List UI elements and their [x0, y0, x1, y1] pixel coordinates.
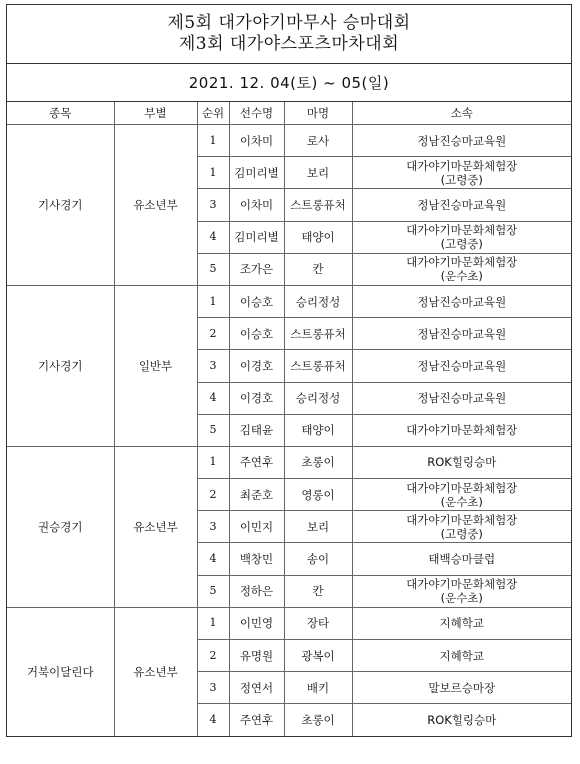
table-row — [7, 285, 571, 317]
rank-cell: 3 — [197, 350, 229, 382]
affiliation-cell — [352, 414, 571, 446]
affiliation-cell — [352, 350, 571, 382]
event-date: 2021. 12. 04(토) ~ 05(일) — [188, 74, 390, 92]
title-line-2: 제3회 대가야스포츠마차대회 — [178, 34, 400, 54]
rank-cell: 3 — [197, 511, 229, 543]
table-row — [7, 607, 571, 639]
rank-cell: 1 — [197, 607, 229, 639]
rider-cell: 김태윤 — [229, 414, 284, 446]
affiliation-name: 정남진승마교육원 — [417, 358, 507, 373]
rider-cell: 김미리별 — [229, 221, 284, 253]
affiliation-sub: (고령중) — [440, 172, 483, 187]
affiliation-cell — [352, 511, 571, 543]
affiliation-name: 정남진승마교육원 — [417, 391, 507, 406]
affiliation-cell — [352, 318, 571, 350]
rider-cell: 조가은 — [229, 253, 284, 285]
horse-cell: 영롱이 — [284, 479, 352, 511]
division-cell: 유소년부 — [114, 125, 197, 286]
table-row — [7, 125, 571, 157]
affiliation-name: 대가야기마문화체험장 — [406, 223, 518, 238]
rank-cell: 2 — [197, 640, 229, 672]
horse-cell: 스트롱퓨처 — [284, 350, 352, 382]
horse-cell: 로사 — [284, 125, 352, 157]
event-cell: 기사경기 — [7, 285, 114, 446]
horse-cell: 칸 — [284, 575, 352, 607]
header-affiliation: 소속 — [352, 102, 571, 125]
rank-cell: 5 — [197, 575, 229, 607]
rank-cell: 2 — [197, 318, 229, 350]
horse-cell: 초롱이 — [284, 704, 352, 736]
horse-cell: 태양이 — [284, 414, 352, 446]
affiliation-cell — [352, 157, 571, 189]
horse-cell: 보리 — [284, 157, 352, 189]
horse-cell: 승리정성 — [284, 382, 352, 414]
event-cell: 권승경기 — [7, 446, 114, 607]
affiliation-name: 지혜학교 — [439, 648, 484, 663]
rank-cell: 1 — [197, 157, 229, 189]
division-cell: 유소년부 — [114, 446, 197, 607]
rider-cell: 이승호 — [229, 318, 284, 350]
horse-cell: 보리 — [284, 511, 352, 543]
rider-cell: 이경호 — [229, 382, 284, 414]
rank-cell: 1 — [197, 285, 229, 317]
affiliation-cell — [352, 189, 571, 221]
rider-cell: 최준호 — [229, 479, 284, 511]
title-block — [7, 5, 571, 64]
rank-cell: 5 — [197, 414, 229, 446]
division-cell: 유소년부 — [114, 607, 197, 736]
header-rider: 선수명 — [229, 102, 284, 125]
table-header-row — [7, 102, 571, 125]
event-cell: 거북이달린다 — [7, 607, 114, 736]
rider-cell: 백창민 — [229, 543, 284, 575]
affiliation-name: 정남진승마교육원 — [417, 133, 507, 148]
affiliation-name: ROK힐링승마 — [427, 713, 497, 728]
horse-cell: 송이 — [284, 543, 352, 575]
affiliation-sub: (고령중) — [440, 526, 483, 541]
header-rank: 순위 — [197, 102, 229, 125]
rank-cell: 4 — [197, 543, 229, 575]
affiliation-cell — [352, 640, 571, 672]
affiliation-cell — [352, 253, 571, 285]
rider-cell: 주연후 — [229, 704, 284, 736]
rank-cell: 3 — [197, 189, 229, 221]
rank-cell: 2 — [197, 479, 229, 511]
event-cell: 기사경기 — [7, 125, 114, 286]
results-document — [6, 4, 572, 737]
affiliation-name: 대가야기마문화체험장 — [406, 158, 518, 173]
affiliation-sub: (고령중) — [440, 237, 483, 252]
affiliation-name: 대가야기마문화체험장 — [406, 255, 518, 270]
table-row — [7, 446, 571, 478]
affiliation-name: 대가야기마문화체험장 — [406, 423, 518, 438]
horse-cell: 승리정성 — [284, 285, 352, 317]
rank-cell: 1 — [197, 446, 229, 478]
affiliation-cell — [352, 543, 571, 575]
results-table — [7, 102, 571, 736]
rider-cell: 이민영 — [229, 607, 284, 639]
affiliation-cell — [352, 382, 571, 414]
horse-cell: 초롱이 — [284, 446, 352, 478]
affiliation-name: 대가야기마문화체험장 — [406, 512, 518, 527]
rider-cell: 김미리별 — [229, 157, 284, 189]
affiliation-name: 정남진승마교육원 — [417, 326, 507, 341]
affiliation-name: ROK힐링승마 — [427, 455, 497, 470]
affiliation-sub: (운수초) — [440, 591, 483, 606]
header-division: 부별 — [114, 102, 197, 125]
affiliation-cell — [352, 125, 571, 157]
rank-cell: 3 — [197, 672, 229, 704]
affiliation-sub: (운수초) — [440, 494, 483, 509]
rider-cell: 정연서 — [229, 672, 284, 704]
affiliation-cell — [352, 672, 571, 704]
rider-cell: 이차미 — [229, 125, 284, 157]
header-event: 종목 — [7, 102, 114, 125]
horse-cell: 배키 — [284, 672, 352, 704]
affiliation-name: 말보르승마장 — [428, 680, 496, 695]
horse-cell: 스트롱퓨처 — [284, 189, 352, 221]
rider-cell: 이경호 — [229, 350, 284, 382]
rider-cell: 이승호 — [229, 285, 284, 317]
affiliation-cell — [352, 446, 571, 478]
division-cell: 일반부 — [114, 285, 197, 446]
results-body — [7, 125, 571, 737]
title-line-1: 제5회 대가야기마무사 승마대회 — [167, 13, 411, 33]
affiliation-cell — [352, 221, 571, 253]
horse-cell: 태양이 — [284, 221, 352, 253]
horse-cell: 칸 — [284, 253, 352, 285]
rank-cell: 4 — [197, 704, 229, 736]
affiliation-sub: (운수초) — [440, 269, 483, 284]
affiliation-cell — [352, 285, 571, 317]
horse-cell: 스트롱퓨처 — [284, 318, 352, 350]
rank-cell: 1 — [197, 125, 229, 157]
header-horse: 마명 — [284, 102, 352, 125]
affiliation-cell — [352, 704, 571, 736]
affiliation-name: 정남진승마교육원 — [417, 294, 507, 309]
rider-cell: 유명원 — [229, 640, 284, 672]
affiliation-name: 대가야기마문화체험장 — [406, 480, 518, 495]
affiliation-name: 대가야기마문화체험장 — [406, 577, 518, 592]
affiliation-cell — [352, 575, 571, 607]
rider-cell: 주연후 — [229, 446, 284, 478]
rider-cell: 이차미 — [229, 189, 284, 221]
affiliation-name: 정남진승마교육원 — [417, 197, 507, 212]
horse-cell: 광복이 — [284, 640, 352, 672]
rider-cell: 정하은 — [229, 575, 284, 607]
horse-cell: 장타 — [284, 607, 352, 639]
rank-cell: 4 — [197, 221, 229, 253]
date-block — [7, 64, 571, 102]
affiliation-cell — [352, 607, 571, 639]
affiliation-name: 지혜학교 — [439, 616, 484, 631]
rank-cell: 4 — [197, 382, 229, 414]
rider-cell: 이민지 — [229, 511, 284, 543]
affiliation-name: 태백승마클럽 — [428, 552, 496, 567]
affiliation-cell — [352, 479, 571, 511]
rank-cell: 5 — [197, 253, 229, 285]
